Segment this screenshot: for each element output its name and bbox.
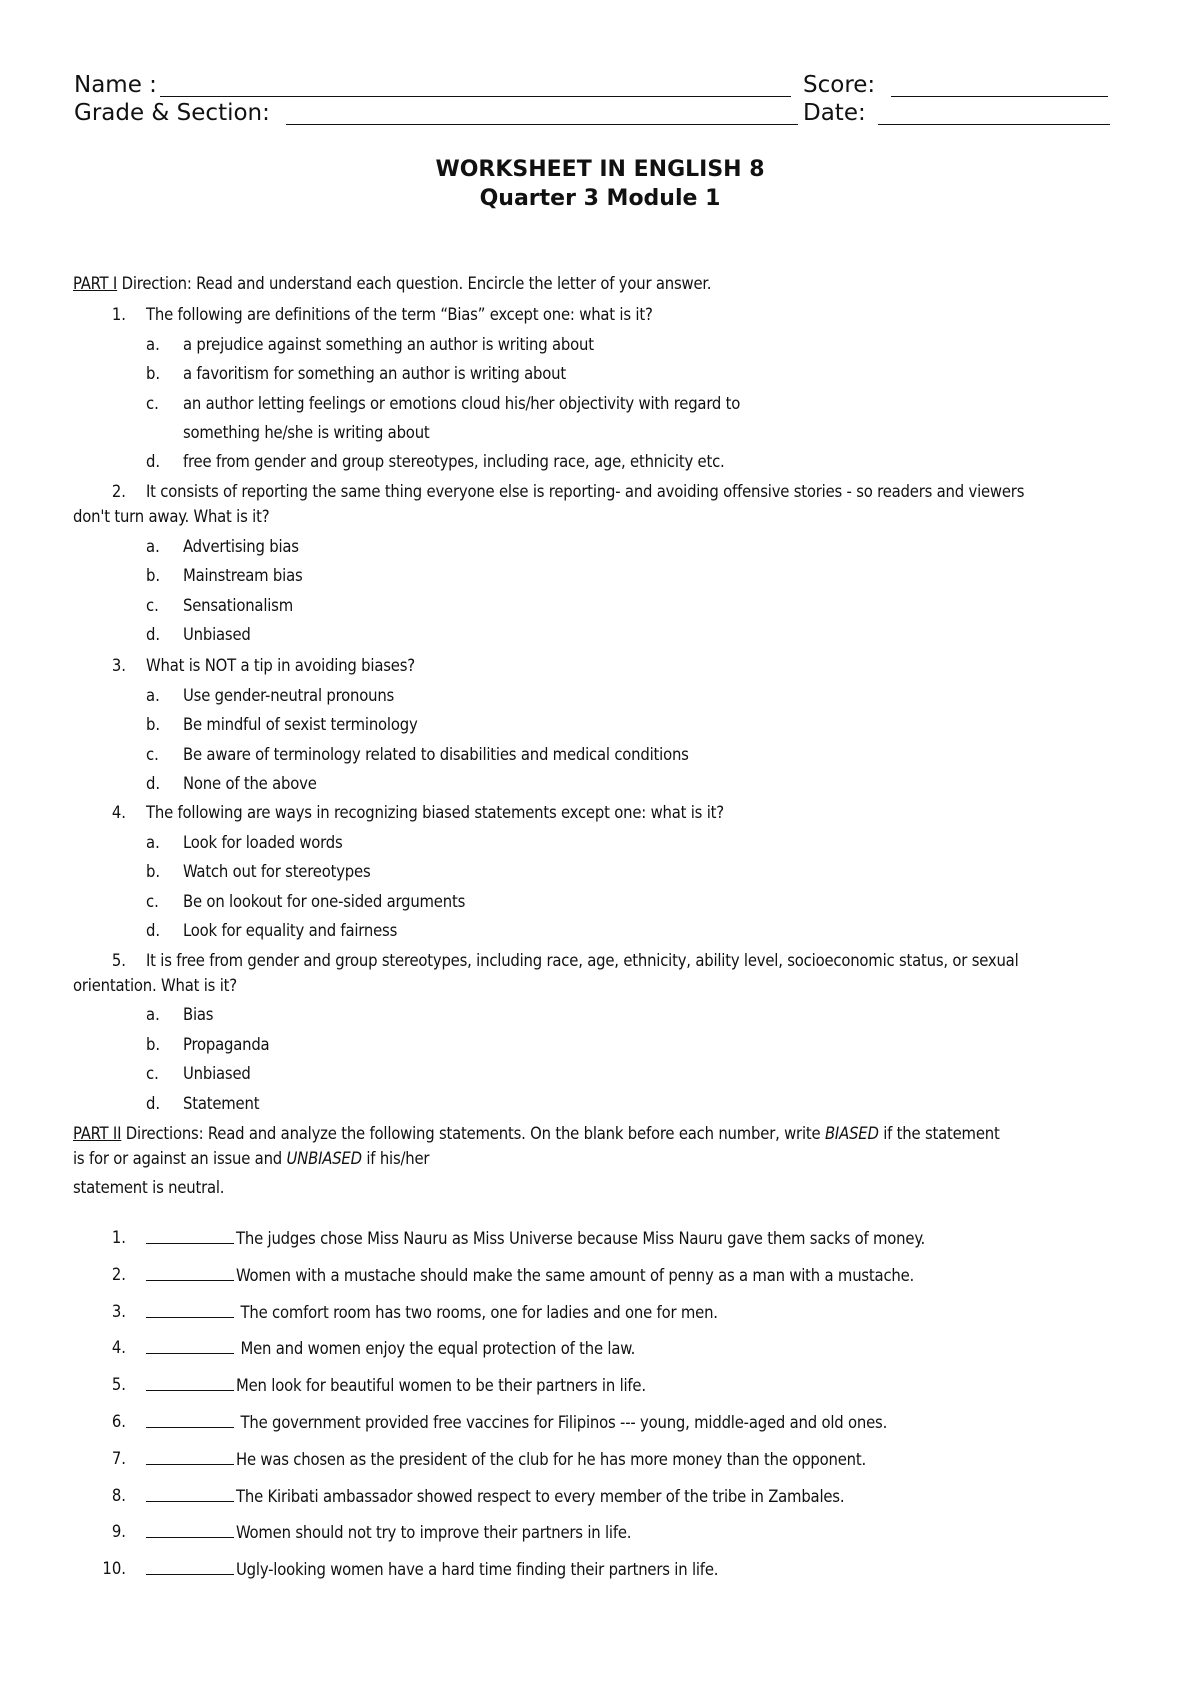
unbiased-keyword: UNBIASED [286,1149,362,1168]
question-number: 4. [111,803,126,822]
part2-direction-text: Directions: Read and analyze the following statements. On the blank before each number, write [121,1124,825,1143]
answer-blank[interactable] [146,1412,234,1428]
part2-direction-line2 [73,1149,429,1168]
choice-text[interactable]: Be mindful of sexist terminology [183,715,418,734]
choice-letter[interactable]: d. [146,774,161,793]
worksheet-title: WORKSHEET IN ENGLISH 8 [435,157,765,182]
statement-text: Ugly-looking women have a hard time finding their partners in life. [236,1560,719,1580]
statement-text: Women with a mustache should make the same amount of penny as a man with a mustache. [236,1265,915,1285]
item-number: 10. [102,1559,126,1579]
name-field[interactable] [160,96,791,97]
statement-item [146,1228,925,1248]
choice-letter[interactable]: d. [146,625,161,644]
choice-letter[interactable]: a. [146,686,160,705]
choice-letter[interactable]: a. [146,1005,160,1024]
answer-blank[interactable] [146,1228,234,1244]
choice-letter[interactable]: c. [146,1064,159,1083]
choice-text[interactable]: Propaganda [183,1035,270,1054]
statement-item [146,1375,646,1395]
choice-text[interactable]: Advertising bias [183,537,299,556]
statement-item [146,1302,718,1322]
score-field[interactable] [891,96,1108,97]
question-number: 2. [111,482,126,501]
choice-letter[interactable]: d. [146,1094,161,1113]
statement-text: Women should not try to improve their partners in life. [236,1523,632,1543]
answer-blank[interactable] [146,1302,234,1318]
statement-text: The comfort room has two rooms, one for ladies and one for men. [236,1302,718,1322]
grade-section-field[interactable] [286,124,798,125]
choice-text[interactable]: something he/she is writing about [183,423,430,442]
choice-letter[interactable]: c. [146,394,159,413]
answer-blank[interactable] [146,1338,234,1354]
date-field[interactable] [878,124,1110,125]
statement-text: Men look for beautiful women to be their partners in life. [236,1376,646,1396]
statement-text: The government provided free vaccines for Filipinos --- young, middle-aged and old ones. [236,1413,888,1432]
choice-letter[interactable]: b. [146,566,161,585]
choice-text[interactable]: Use gender-neutral pronouns [183,686,395,705]
choice-text[interactable]: a prejudice against something an author is writing about [183,335,594,354]
score-label: Score: [803,72,876,98]
choice-letter[interactable]: a. [146,335,160,354]
answer-blank[interactable] [146,1522,234,1538]
item-number: 7. [111,1448,126,1468]
item-number: 1. [111,1228,126,1247]
choice-letter[interactable]: b. [146,364,161,383]
answer-blank[interactable] [146,1559,234,1575]
item-number: 9. [111,1522,126,1542]
part2-direction-text: if his/her [361,1149,430,1168]
choice-letter[interactable]: b. [146,715,161,734]
item-number: 5. [111,1375,126,1395]
grade-section-label: Grade & Section: [74,100,270,126]
statement-item [146,1486,844,1506]
choice-text[interactable]: Unbiased [183,1064,251,1083]
statement-text: The judges chose Miss Nauru as Miss Universe because Miss Nauru gave them sacks of money. [236,1229,926,1248]
choice-text[interactable]: None of the above [183,774,317,793]
part2-label: PART II [73,1124,122,1143]
part1-label: PART I [73,274,118,293]
date-label: Date: [803,100,866,126]
choice-text[interactable]: free from gender and group stereotypes, including race, age, ethnicity etc. [183,452,725,471]
question-text: The following are ways in recognizing biased statements except one: what is it? [146,803,724,822]
statement-item [146,1449,866,1469]
statement-item [146,1559,718,1579]
part2-direction [73,1124,1000,1143]
choice-text[interactable]: Unbiased [183,625,251,644]
answer-blank[interactable] [146,1375,234,1391]
item-number: 6. [111,1412,126,1431]
choice-letter[interactable]: a. [146,833,160,852]
choice-letter[interactable]: a. [146,537,160,556]
part1-direction-text: Direction: Read and understand each question. Encircle the letter of your answer. [117,274,712,293]
part2-direction-text: is for or against an issue and [73,1149,287,1168]
item-number: 3. [111,1301,126,1321]
choice-text[interactable]: Look for equality and fairness [183,921,398,940]
worksheet-subtitle: Quarter 3 Module 1 [479,186,721,211]
question-text: orientation. What is it? [73,976,237,995]
statement-text: Men and women enjoy the equal protection of the law. [236,1339,636,1359]
choice-text[interactable]: Be aware of terminology related to disabilities and medical conditions [183,745,689,764]
choice-text[interactable]: Be on lookout for one-sided arguments [183,892,466,911]
choice-text[interactable]: an author letting feelings or emotions cloud his/her objectivity with regard to [183,394,741,413]
question-number: 3. [111,656,126,675]
choice-text[interactable]: a favoritism for something an author is writing about [183,364,566,383]
part2-direction-text: if the statement [878,1124,1000,1143]
choice-text[interactable]: Watch out for stereotypes [183,862,371,881]
question-number: 1. [111,305,126,324]
choice-letter[interactable]: d. [146,921,161,940]
choice-letter[interactable]: c. [146,892,159,911]
choice-letter[interactable]: c. [146,596,159,615]
biased-keyword: BIASED [824,1124,879,1143]
question-text: The following are definitions of the term “Bias” except one: what is it? [146,305,653,324]
choice-text[interactable]: Mainstream bias [183,566,303,585]
answer-blank[interactable] [146,1449,234,1465]
choice-text[interactable]: Statement [183,1094,260,1113]
question-text: don't turn away. What is it? [73,507,270,526]
question-text: It consists of reporting the same thing everyone else is reporting- and avoiding offensive stories - so readers and viewers [146,482,1025,501]
part2-direction-line3: statement is neutral. [73,1178,225,1197]
question-number: 5. [111,951,126,970]
answer-blank[interactable] [146,1486,234,1502]
choice-text[interactable]: Sensationalism [183,596,293,615]
statement-item [146,1338,635,1358]
statement-item [146,1522,631,1542]
statement-item [146,1265,914,1285]
choice-letter[interactable]: c. [146,745,159,764]
question-text: It is free from gender and group stereotypes, including race, age, ethnicity, ability level, socioeconomic status, or sexual [146,951,1019,970]
item-number: 2. [111,1264,126,1284]
question-text: What is NOT a tip in avoiding biases? [146,656,415,675]
statement-item [146,1412,887,1432]
choice-text[interactable]: Bias [183,1005,214,1024]
choice-text[interactable]: Look for loaded words [183,833,343,852]
item-number: 4. [111,1338,126,1358]
name-label: Name : [74,72,157,98]
item-number: 8. [111,1485,126,1505]
choice-letter[interactable]: b. [146,1035,161,1054]
answer-blank[interactable] [146,1265,234,1281]
statement-text: He was chosen as the president of the club for he has more money than the opponent. [236,1449,867,1469]
choice-letter[interactable]: b. [146,862,161,881]
statement-text: The Kiribati ambassador showed respect to every member of the tribe in Zambales. [236,1486,845,1506]
choice-letter[interactable]: d. [146,452,161,471]
part1-direction [73,274,711,293]
